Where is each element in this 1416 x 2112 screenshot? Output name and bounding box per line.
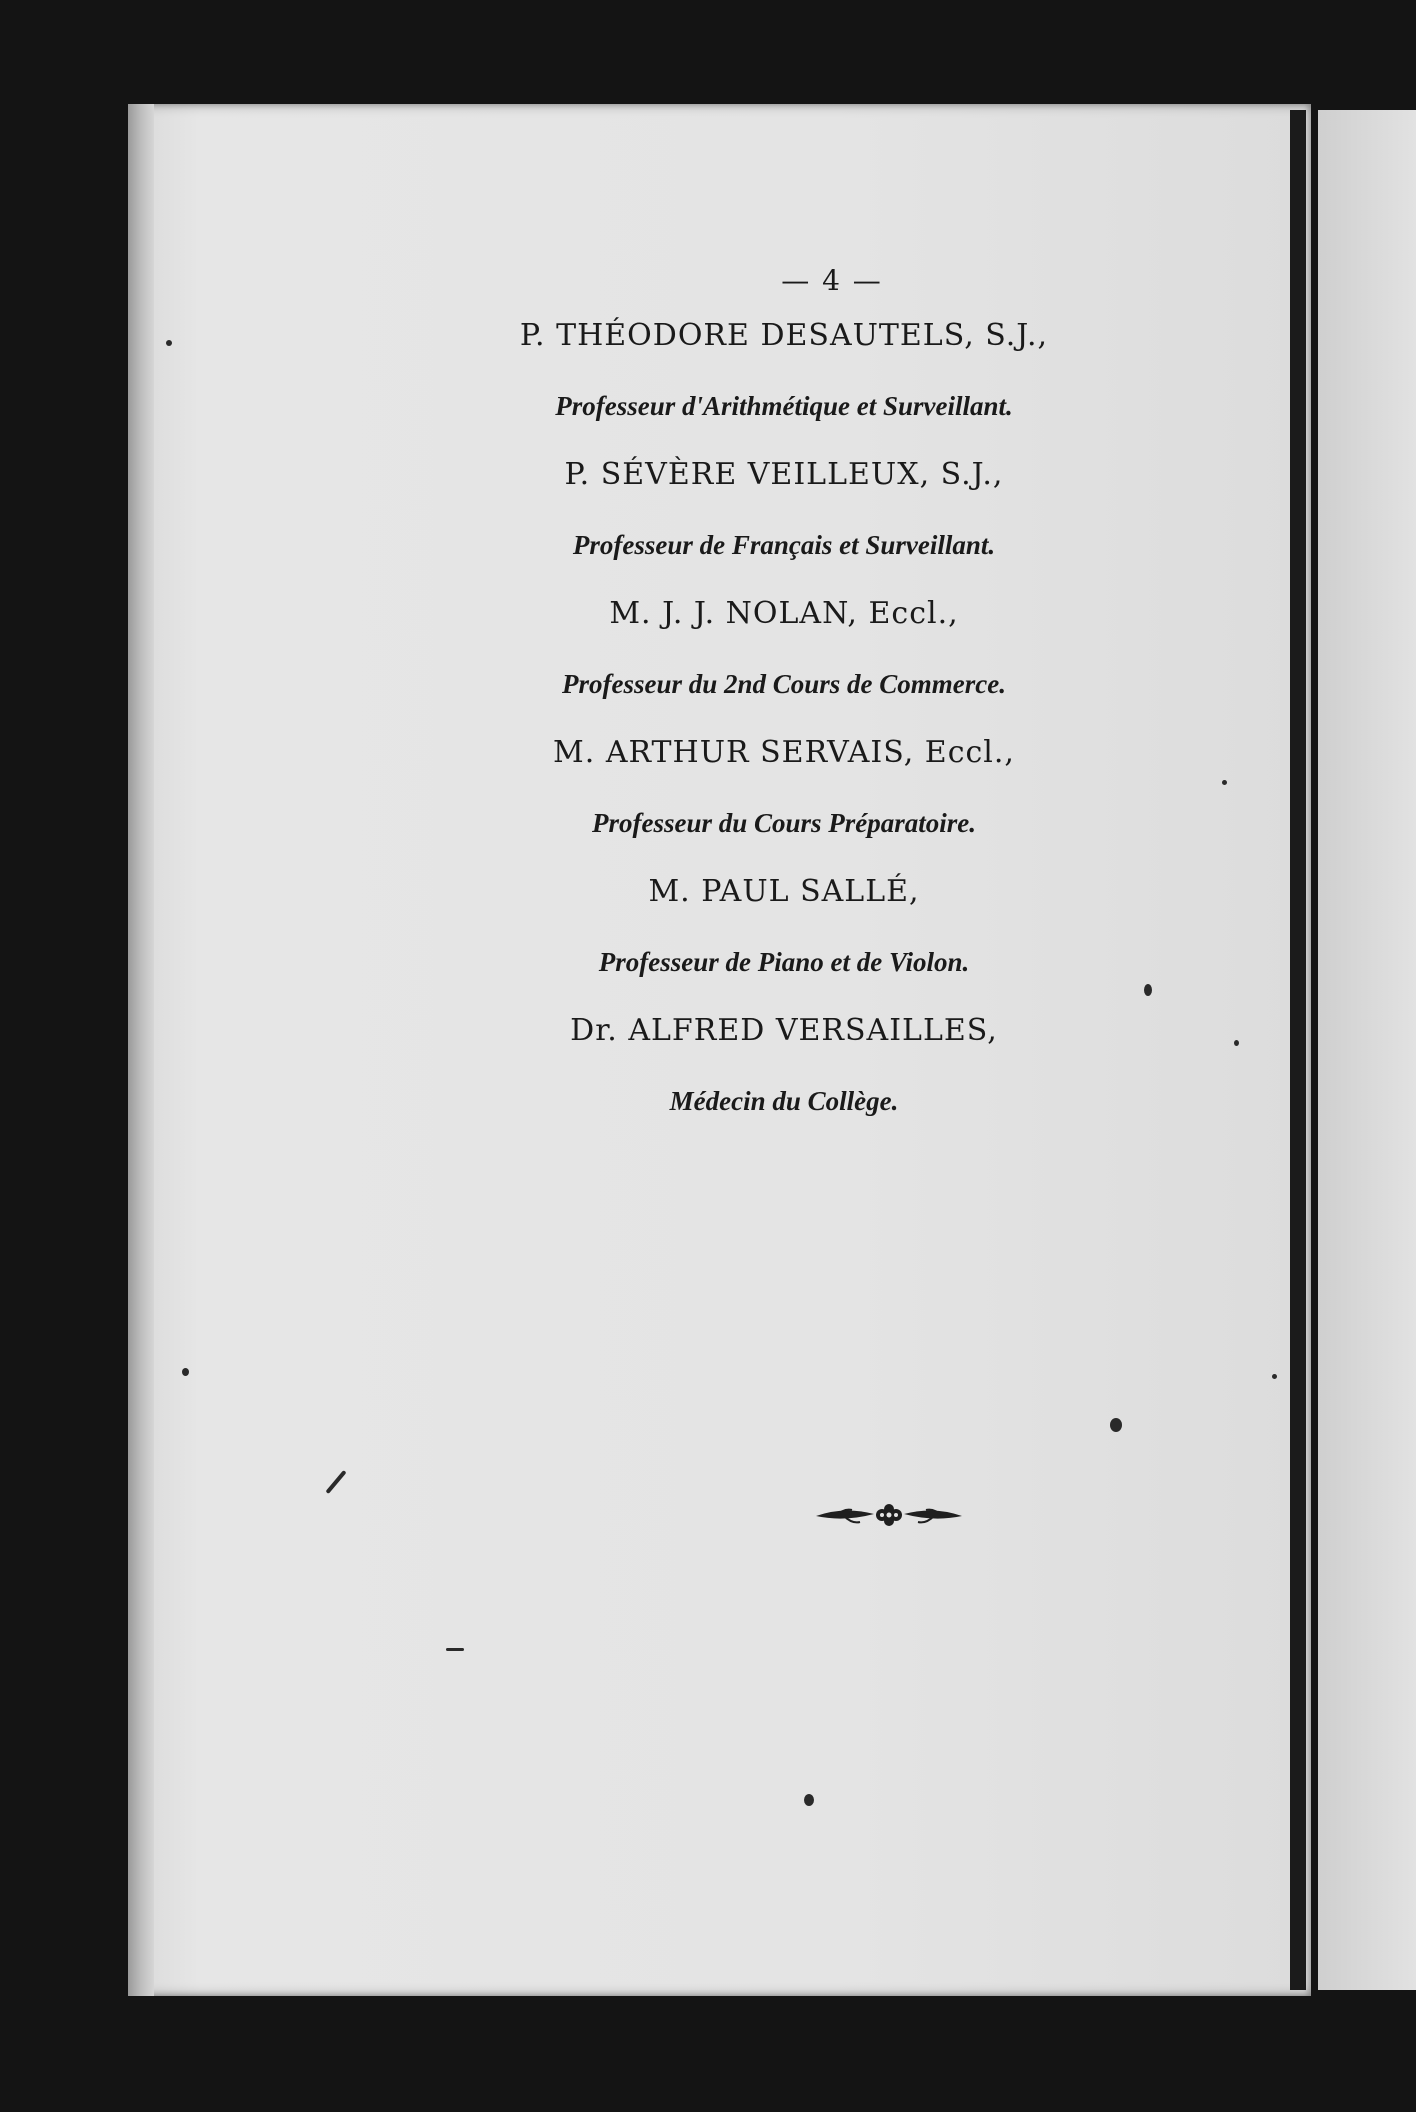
staff-name: M. ARTHUR SERVAIS, Eccl., <box>553 735 1015 770</box>
ink-speck <box>1144 984 1152 996</box>
ink-speck <box>446 1648 464 1651</box>
staff-name: P. SÉVÈRE VEILLEUX, S.J., <box>564 457 1004 492</box>
ink-speck <box>1110 1418 1122 1432</box>
staff-name: P. THÉODORE DESAUTELS, S.J., <box>519 318 1049 353</box>
staff-role: Professeur d'Arithmétique et Surveillant. <box>555 391 1013 421</box>
staff-role: Médecin du Collège. <box>669 1086 899 1116</box>
staff-name: M. J. J. NOLAN, Eccl., <box>609 596 959 631</box>
floral-vignette-icon <box>814 1496 964 1536</box>
staff-role: Professeur du Cours Préparatoire. <box>591 808 977 838</box>
page-number: — 4 — <box>781 264 883 297</box>
page-content <box>154 104 1290 1996</box>
staff-role: Professeur de Français et Surveillant. <box>572 530 996 560</box>
ink-speck <box>1234 1040 1239 1046</box>
ink-speck <box>1222 780 1227 785</box>
ink-speck <box>1272 1374 1277 1379</box>
adjacent-page-edge <box>1318 110 1416 1990</box>
binding-gutter <box>1290 110 1306 1990</box>
staff-entry <box>404 870 1164 1009</box>
ink-speck <box>804 1794 814 1806</box>
staff-entry <box>404 592 1164 731</box>
ink-speck <box>325 1470 346 1494</box>
staff-entry <box>404 1009 1164 1148</box>
staff-role: Professeur du 2nd Cours de Commerce. <box>561 669 1007 699</box>
staff-entry <box>404 731 1164 870</box>
staff-name: M. PAUL SALLÉ, <box>648 874 920 909</box>
ink-speck <box>182 1368 189 1376</box>
staff-name: Dr. ALFRED VERSAILLES, <box>570 1013 998 1048</box>
staff-role: Professeur de Piano et de Violon. <box>598 947 970 977</box>
staff-list <box>404 314 1164 1148</box>
page-edge-shadow <box>128 104 154 1996</box>
ink-speck <box>166 340 172 346</box>
staff-entry <box>404 453 1164 592</box>
staff-entry <box>404 314 1164 453</box>
